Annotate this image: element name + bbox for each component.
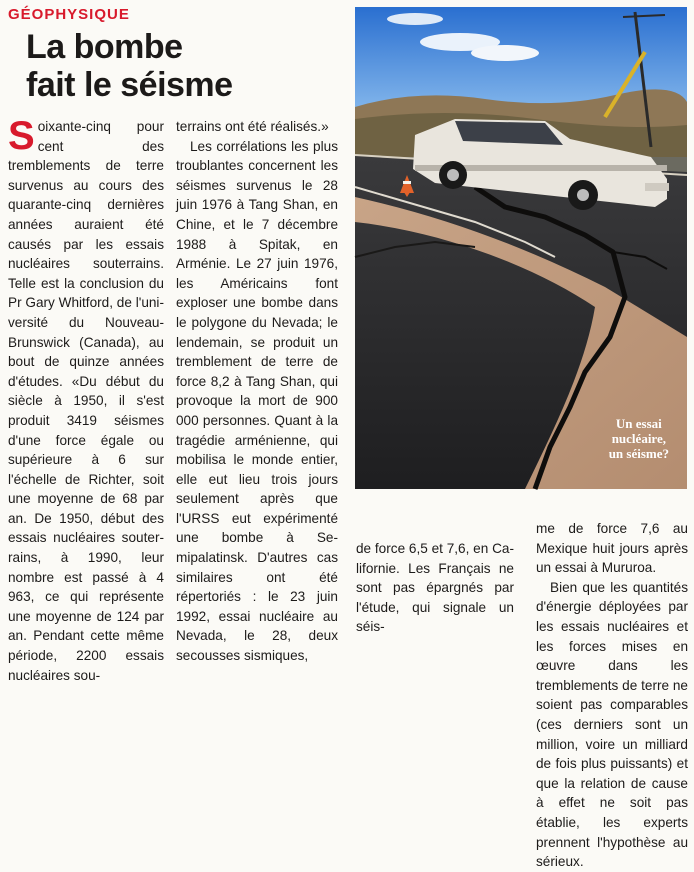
article-column-2 [176,117,338,664]
headline [26,28,233,104]
paragraph: Bien que les quantités d'énergie déployées par les essais nucléaires et les forces mises en œuvre dans les tremblements de terre ne soient pas comparables (ces derniers sont un million, voire un milliard de fois plus puissants) et que la relation de cause à effet ne soit pas établie, les experts prennent l'hypothèse au sérieux. [536,579,688,870]
article-column-1 [8,114,164,683]
paragraph: Les corrélations les plus troublantes concernent les séismes survenus le 28 juin 1976 à Tang Shan, en Chine, et le 7 décembre 1988 à Spitak, en Arménie. Le 27 juin 1976, les Américains font exploser une bombe dans le polygone du Nevada; le lendemain, se produit un tremblement de terre de force 8,2 à Tang Shan, qui provoque la mort de 900 000 personnes. Quant à la tragédie arménienne, qui mobilisa le monde entier, elle eut lieu trois jours seulement après que l'URSS eut expérimenté une bombe à Semipalatinsk. D'autres cas similaires ont été répertoriés : le 23 juin 1992, essai nucléaire au Nevada, le 28, deux secousses sismiques, [176,138,338,664]
paragraph: me de force 7,6 au Mexique huit jours après un essai à Mururoa. [536,521,688,576]
caption-line-1: Un essai [615,416,662,431]
paragraph: oixante-cinq pour cent des tremblements de terre survenus au cours des quarante-cinq dernières années auraient été causés par les essais nucléaires souterrains. Telle est la conclusion du Pr Gary Whitford, de l'université du Nouveau-Brunswick (Canada), au bout de quinze années d'études. «Du début du siècle à 1950, il s'est produit 3419 séismes d'une force égale ou supérieure à 6 sur l'échelle de Richter, soit une moyenne de 68 par an. De 1950, début des essais nucléaires souterrains, à 1990, leur nombre est passé à 4 963, ce qui représente une moyenne de 124 par an. Pendant cette même période, 2200 essais nucléaires sou- [8,119,164,683]
article-column-4 [536,519,688,870]
article-column-3 [356,539,514,635]
paragraph: de force 6,5 et 7,6, en Californie. Les Français ne sont pas épargnés par l'étude, qui signale un séis- [356,541,514,635]
caption-line-3: un séisme? [608,446,669,461]
caption-line-2: nucléaire, [611,431,666,446]
section-label: GÉOPHYSIQUE [8,6,130,23]
paragraph: terrains ont été réalisés.» [176,119,329,134]
earthquake-photo [355,7,687,489]
photo-caption [609,416,669,461]
drop-cap: S [8,114,35,158]
headline-line-2: fait le séisme [26,66,233,104]
headline-line-1: La bombe [26,28,183,66]
